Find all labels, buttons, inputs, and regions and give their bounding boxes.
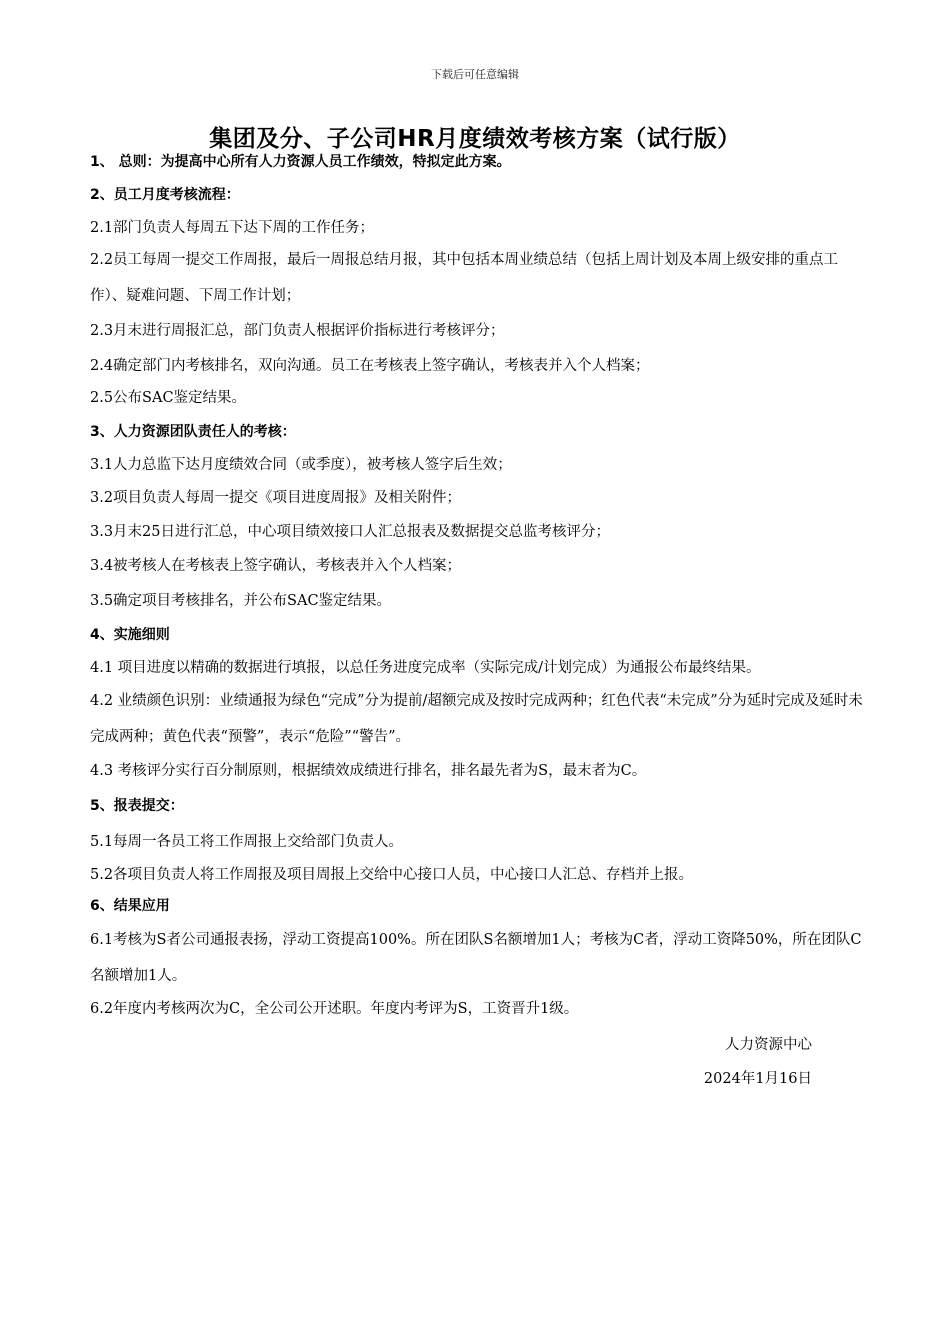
item-3-4: 3.4被考核人在考核表上签字确认，考核表并入个人档案；	[90, 558, 462, 574]
item-6-2: 6.2年度内考核两次为C，全公司公开述职。年度内考评为S，工资晋升1级。	[90, 1001, 579, 1017]
item-2-2: 2.2员工每周一提交工作周报，最后一周报总结月报，其中包括本周业绩总结（包括上周计划及本周上级安排的重点工作）、疑难问题、下周工作计划；	[90, 252, 839, 304]
section-5-heading: 5、报表提交：	[90, 798, 184, 814]
item-4-1: 4.1 项目进度以精确的数据进行填报，以总任务进度完成率（实际完成/计划完成）为通报公布最终结果。	[90, 660, 761, 676]
item-3-5: 3.5确定项目考核排名，并公布SAC鉴定结果。	[90, 593, 392, 609]
item-2-5: 2.5公布SAC鉴定结果。	[90, 390, 247, 406]
section-1-heading: 1、 总则：为提高中心所有人力资源人员工作绩效，特拟定此方案。	[90, 154, 511, 170]
section-6-heading: 6、结果应用	[90, 898, 170, 914]
item-2-4: 2.4确定部门内考核排名，双向沟通。员工在考核表上签字确认，考核表并入个人档案；	[90, 358, 650, 374]
section-4-heading: 4、实施细则	[90, 627, 170, 643]
item-5-2: 5.2各项目负责人将工作周报及项目周报上交给中心接口人员，中心接口人汇总、存档并上报。	[90, 867, 694, 883]
signature-date: 2024年1月16日	[703, 1071, 812, 1087]
header-note: 下载后可任意编辑	[431, 68, 519, 81]
item-2-3: 2.3月末进行周报汇总，部门负责人根据评价指标进行考核评分；	[90, 323, 505, 339]
document-title: 集团及分、子公司HR月度绩效考核方案（试行版）	[209, 126, 741, 152]
section-2-heading: 2、员工月度考核流程：	[90, 187, 240, 203]
section-3-heading: 3、人力资源团队责任人的考核：	[90, 424, 296, 440]
item-2-1: 2.1部门负责人每周五下达下周的工作任务；	[90, 220, 375, 236]
signature-org: 人力资源中心	[725, 1037, 812, 1053]
item-3-2: 3.2项目负责人每周一提交《项目进度周报》及相关附件；	[90, 490, 462, 506]
item-4-2: 4.2 业绩颜色识别：业绩通报为绿色“完成”分为提前/超额完成及按时完成两种；红色代表“未完成”分为延时完成及延时未完成两种；黄色代表“预警”，表示“危险”“警告”。	[90, 693, 863, 745]
item-5-1: 5.1每周一各员工将工作周报上交给部门负责人。	[90, 834, 404, 850]
item-3-3: 3.3月末25日进行汇总，中心项目绩效接口人汇总报表及数据提交总监考核评分；	[90, 524, 611, 540]
item-3-1: 3.1人力总监下达月度绩效合同（或季度），被考核人签字后生效；	[90, 457, 512, 473]
item-6-1: 6.1考核为S者公司通报表扬，浮动工资提高100%。所在团队S名额增加1人；考核为C者，浮动工资降50%，所在团队C名额增加1人。	[90, 932, 862, 984]
item-4-3: 4.3 考核评分实行百分制原则，根据绩效成绩进行排名，排名最先者为S，最末者为C。	[90, 763, 647, 779]
